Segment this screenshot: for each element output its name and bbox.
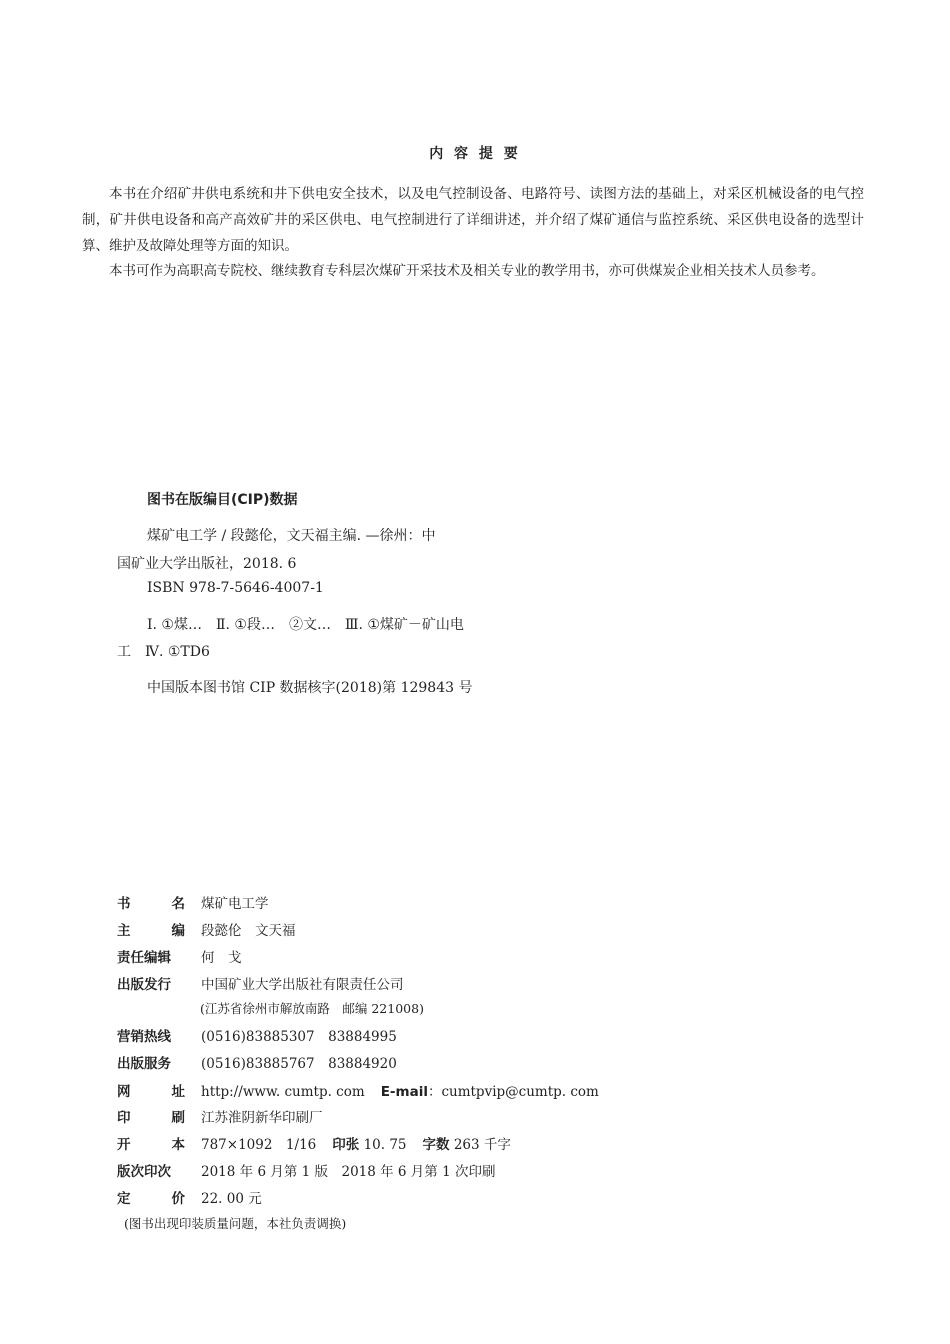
- info-value: 江苏淮阴新华印刷厂: [201, 1110, 323, 1126]
- info-value: 何 戈: [201, 950, 242, 966]
- info-value: 787×1092 1/16 印张 10. 75 字数 263 千字: [201, 1137, 511, 1153]
- info-address: (江苏省徐州市解放南路 邮编 221008): [200, 1001, 424, 1016]
- info-value: 2018 年 6 月第 1 版 2018 年 6 月第 1 次印刷: [201, 1164, 496, 1180]
- cip-line: ISBN 978-7-5646-4007-1: [147, 580, 324, 596]
- info-label: 印 刷: [117, 1110, 185, 1126]
- info-value: 22. 00 元: [201, 1191, 262, 1207]
- info-label: 出版发行: [117, 977, 171, 993]
- info-label: 书 名: [117, 896, 185, 912]
- summary-paragraph: 本书可作为高职高专院校、继续教育专科层次煤矿开采技术及相关专业的教学用书，亦可供煤炭企业相关技术人员参考。: [109, 263, 825, 279]
- info-value: 中国矿业大学出版社有限责任公司: [201, 977, 404, 993]
- summary-title: 内 容 提 要: [429, 146, 521, 162]
- email-label: E-mail: [380, 1084, 428, 1100]
- info-label: 责任编辑: [117, 950, 171, 966]
- info-value: (0516)83885307 83884995: [201, 1029, 397, 1045]
- quality-note: (图书出现印装质量问题，本社负责调换): [124, 1216, 347, 1231]
- website-url[interactable]: http://www. cumtp. com: [201, 1084, 365, 1100]
- info-label: 版次印次: [117, 1164, 171, 1180]
- info-value: [201, 1080, 599, 1100]
- info-label: 出版服务: [117, 1056, 171, 1072]
- info-label: 开 本: [117, 1137, 185, 1153]
- info-value: (0516)83885767 83884920: [201, 1056, 397, 1072]
- info-value: 段懿伦 文天福: [201, 923, 296, 939]
- email-address[interactable]: ：cumtpvip@cumtp. com: [427, 1084, 599, 1100]
- cip-line: 中国版本图书馆 CIP 数据核字(2018)第 129843 号: [147, 680, 473, 696]
- info-value: 煤矿电工学: [201, 896, 269, 912]
- cip-heading: 图书在版编目(CIP)数据: [147, 492, 298, 508]
- summary-paragraph: 本书在介绍矿井供电系统和井下供电安全技术，以及电气控制设备、电路符号、读图方法的基础上，对采区机械设备的电气控制，矿井供电设备和高产高效矿井的采区供电、电气控制进行了详细讲述，并介绍了煤矿通信与监控系统、采区供电设备的选型计算、维护及故障处理等方面的知识。: [82, 186, 864, 254]
- cip-line: 煤矿电工学 / 段懿伦，文天福主编. —徐州：中: [147, 528, 436, 544]
- info-label: 定 价: [117, 1191, 185, 1207]
- info-label: 营销热线: [117, 1029, 171, 1045]
- cip-line: 国矿业大学出版社，2018. 6: [117, 556, 297, 572]
- info-label: 网 址: [117, 1084, 185, 1100]
- info-label: 主 编: [117, 923, 185, 939]
- cip-line: 工 Ⅳ. ①TD6: [117, 644, 210, 660]
- cip-line: Ⅰ. ①煤… Ⅱ. ①段… ②文… Ⅲ. ①煤矿－矿山电: [147, 617, 464, 633]
